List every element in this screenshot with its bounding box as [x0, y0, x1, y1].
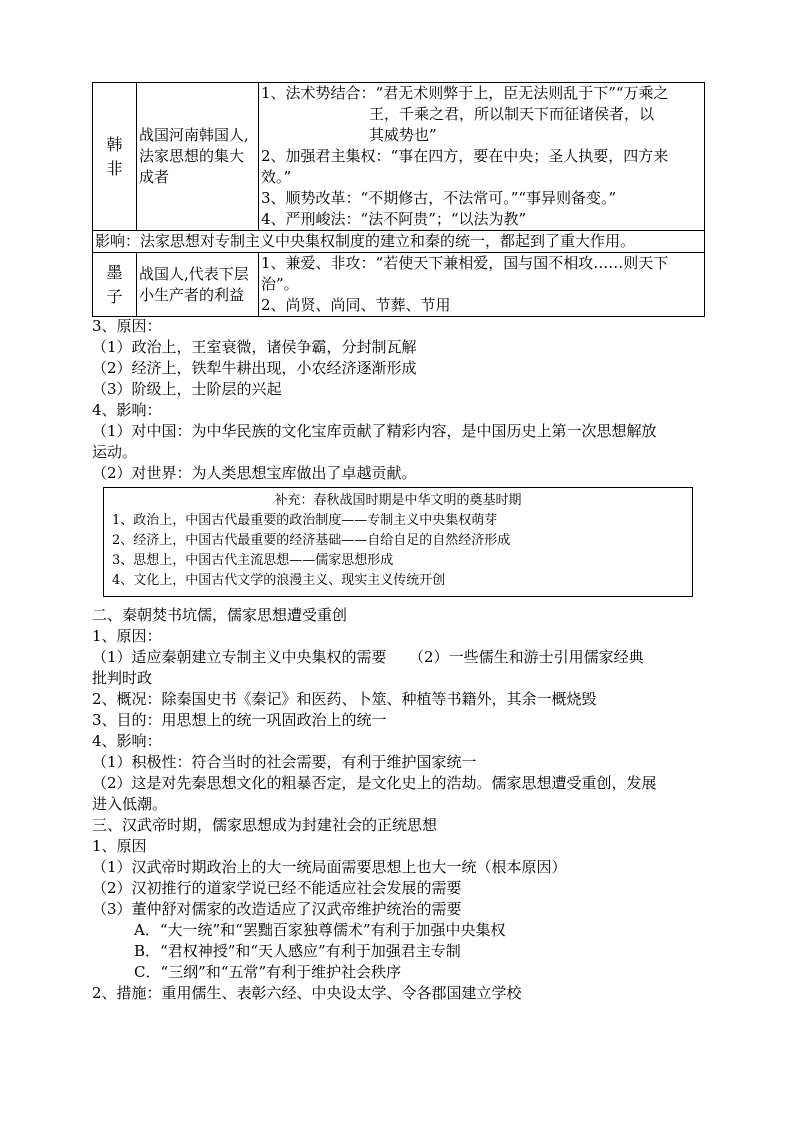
cause-item: （1）政治上，王室衰微，诸侯争霸，分封制瓦解 [92, 338, 417, 356]
body-line: （2）汉初推行的道家学说已经不能适应社会发展的需要 [92, 879, 462, 897]
body-line: （1）积极性：符合当时的社会需要，有利于维护国家统一 [92, 753, 477, 771]
thinker-points [259, 83, 705, 231]
section-subheading: 3、原因： [92, 317, 162, 335]
table-row [93, 231, 705, 253]
section-subheading: 4、影响： [92, 401, 162, 419]
point-line: 2、尚贤、尚同、节葬、节用 [261, 296, 451, 314]
section-heading: 三、汉武帝时期，儒家思想成为封建社会的正统思想 [92, 816, 438, 834]
supplement-title: 补充：春秋战国时期是中华文明的奠基时期 [274, 493, 522, 508]
point-line: 1、法术势结合：“君无术则弊于上，臣无法则乱于下”“万乘之 [261, 84, 669, 102]
point-line: 1、兼爱、非攻：“若使天下兼相爱，国与国不相攻……则天下 [261, 254, 669, 272]
body-line: 2、概况：除秦国史书《秦记》和医药、卜筮、种植等书籍外，其余一概烧毁 [92, 690, 597, 708]
impact-item: （1）对中国：为中华民族的文化宝库贡献了精彩内容，是中国历史上第一次思想解放 [92, 422, 657, 440]
body-line: 进入低潮。 [92, 795, 168, 813]
point-line: 效。” [261, 168, 292, 186]
cause-item: （2）经济上，铁犁牛耕出现，小农经济逐渐形成 [92, 359, 417, 377]
supplement-item: 2、经济上，中国古代最重要的经济基础——自给自足的自然经济形成 [112, 533, 511, 548]
thinker-desc: 战国河南韩国人,法家思想的集大成者 [137, 83, 259, 231]
point-line: 4、严刑峻法：“法不阿贵”；“以法为教” [261, 210, 527, 228]
thinker-points [259, 253, 705, 317]
impact-item: （2）对世界：为人类思想宝库做出了卓越贡献。 [92, 464, 417, 482]
supplement-item: 1、政治上，中国古代最重要的政治制度——专制主义中央集权萌芽 [112, 513, 498, 528]
body-line: 4、影响： [92, 732, 162, 750]
point-line: 治”。 [261, 275, 299, 293]
sub-item: A．“大一统”和“罢黜百家独尊儒术”有利于加强中央集权 [134, 921, 506, 939]
table-row [93, 253, 705, 317]
body-line: （3）董仲舒对儒家的改造适应了汉武帝维护统治的需要 [92, 900, 462, 918]
cause-item: （3）阶级上，士阶层的兴起 [92, 380, 282, 398]
thinker-desc: 战国人,代表下层小生产者的利益 [137, 253, 259, 317]
thinker-name-line: 非 [106, 158, 123, 178]
point-line: 王，千乘之君，所以制天下而征诸侯者，以 [369, 105, 655, 123]
supplement-item: 3、思想上，中国古代主流思想——儒家思想形成 [112, 553, 394, 568]
thinker-name-line: 韩 [106, 134, 123, 154]
body-line: （2）这是对先秦思想文化的粗暴否定，是文化史上的浩劫。儒家思想遭受重创，发展 [92, 774, 657, 792]
sub-item: B．“君权神授”和“天人感应”有利于加强君主专制 [134, 942, 461, 960]
body-line: 3、目的：用思想上的统一巩固政治上的统一 [92, 711, 387, 729]
section-han [92, 815, 704, 1004]
point-line: 其威势也” [369, 126, 437, 144]
body-line: 1、原因： [92, 627, 162, 645]
section-heading: 二、秦朝焚书坑儒，儒家思想遭受重创 [92, 606, 348, 624]
supplement-item: 4、文化上，中国古代文学的浪漫主义、现实主义传统开创 [112, 573, 446, 588]
thinkers-table [92, 82, 705, 317]
influence-cell: 影响：法家思想对专制主义中央集权制度的建立和秦的统一，都起到了重大作用。 [93, 231, 705, 253]
thinker-name [93, 253, 137, 317]
impact-item: 运动。 [92, 443, 138, 461]
thinker-name [93, 83, 137, 231]
point-line: 2、加强君主集权：“事在四方，要在中央；圣人执要，四方来 [261, 147, 669, 165]
body-line: 1、原因 [92, 837, 147, 855]
causes-block [92, 316, 704, 484]
sub-item: C．“三纲”和“五常”有利于维护社会秩序 [134, 963, 402, 981]
thinker-name-line: 墨 [106, 262, 123, 282]
body-line: （1）适应秦朝建立专制主义中央集权的需要 （2）一些儒生和游士引用儒家经典 [92, 648, 644, 666]
body-line: 2、措施：重用儒生、表彰六经、中央设太学、令各郡国建立学校 [92, 984, 522, 1002]
supplement-box [103, 487, 693, 597]
body-line: 批判时政 [92, 669, 153, 687]
body-line: （1）汉武帝时期政治上的大一统局面需要思想上也大一统（根本原因） [92, 858, 567, 876]
table-row [93, 83, 705, 231]
section-qin [92, 605, 704, 815]
point-line: 3、顺势改革：“不期修古，不法常可。”“事异则备变。” [261, 189, 617, 207]
thinker-name-line: 子 [106, 286, 123, 306]
